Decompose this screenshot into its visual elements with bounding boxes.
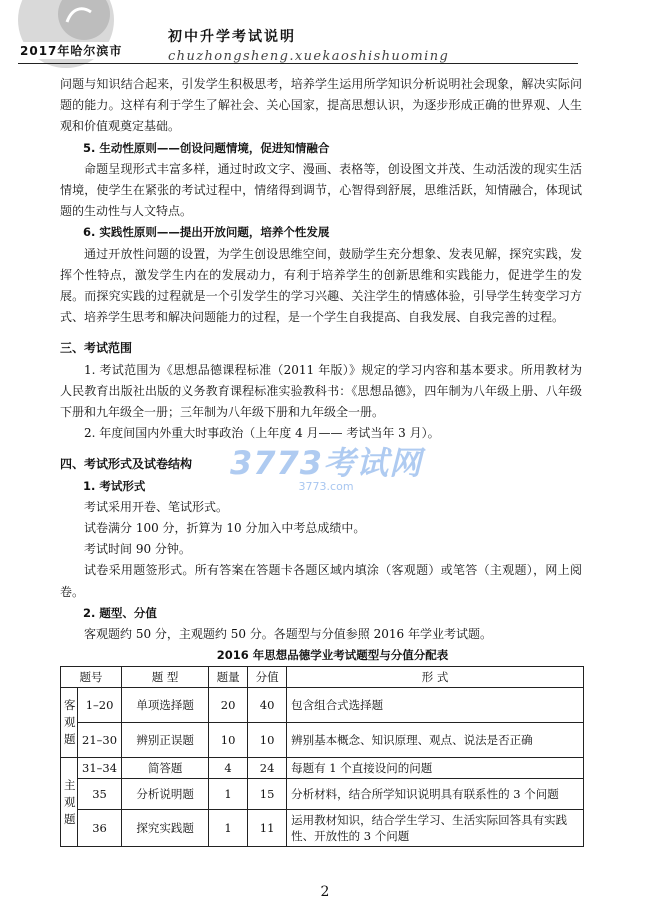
header-year-city: 2017年哈尔滨市 [20,42,126,59]
paragraph: 问题与知识结合起来，引发学生积极思考，培养学生运用所学知识分析说明社会现象，解决实际问题的能力。这样有利于学生了解社会、关心国家，提高思想认识，为逐步形成正确的世界观、人生观和价值观奠定基础。 [60,77,582,134]
header-score: 分值 [248,667,287,688]
section-3-heading: 三、考试范围 [60,341,133,356]
category-objective [61,688,78,758]
table-row [61,779,584,810]
cell-type: 辨别正误题 [122,723,209,758]
header-title: 初中升学考试说明 [168,29,296,45]
paragraph: 命题呈现形式丰富多样，通过时政文字、漫画、表格等，创设图文并茂、生动活泼的现实生活情境，使学生在紧张的考试过程中，情绪得到调节，心智得到舒展，思维活跃，知情融合，体现试题的生动性与人文特点。 [60,161,582,219]
cell-score: 11 [248,810,287,847]
section-4-sub-2: 2. 题型、分值 [83,605,157,620]
paragraph: 试卷满分 100 分，折算为 10 分加入中考总成绩中。 [84,521,366,536]
paragraph: 试卷采用题签形式。所有答案在答题卡各题区域内填涂（客观题）或笔答（主观题），网上阅卷。 [60,563,582,599]
cell-type: 分析说明题 [122,779,209,810]
cell-form: 包含组合式选择题 [287,688,584,723]
cell-form: 分析材料，结合所学知识说明具有联系性的 3 个问题 [287,779,584,810]
cell-num: 31–34 [78,758,122,779]
header-form: 形 式 [287,667,584,688]
table-title: 2016 年思想品德学业考试题型与分值分配表 [216,648,449,663]
paragraph: 考试时间 90 分钟。 [84,542,191,557]
cell-form: 每题有 1 个直接设问的问题 [287,758,584,779]
cell-num: 1–20 [78,688,122,723]
header-rule [18,63,578,64]
category-label: 主观题 [64,777,76,826]
watermark [230,438,422,493]
cell-qty: 10 [209,723,248,758]
cell-type: 单项选择题 [122,688,209,723]
paragraph: 通过开放性问题的设置，为学生创设思维空间，鼓励学生充分想象、发表见解，探究实践，发挥个性特点，激发学生内在的发展动力，有利于培养学生的创新思维和实践能力，促进学生的发展。而探究实践的过程就是一个引发学生的学习兴趣、关注学生的情感体验，引导学生转变学习方式、培养学生思考和解决问题能力的过程，是一个学生自我提高、自我发展、自我完善的过程。 [60,246,582,325]
paragraph: 客观题约 50 分，主观题约 50 分。各题型与分值参照 2016 年学业考试题。 [84,627,492,642]
cell-score: 10 [248,723,287,758]
cell-score: 24 [248,758,287,779]
header-type: 题 型 [122,667,209,688]
cell-type: 简答题 [122,758,209,779]
category-label: 客观题 [64,698,76,747]
section-4-sub-1: 1. 考试形式 [83,478,146,493]
table-header-row [61,667,584,688]
cell-qty: 20 [209,688,248,723]
score-distribution-table [60,666,584,847]
header-qty: 题量 [209,667,248,688]
cell-score: 40 [248,688,287,723]
paragraph: 2. 年度间国内外重大时事政治（上年度 4 月—— 考试当年 3 月）。 [84,426,440,441]
cell-qty: 1 [209,810,248,847]
table-row [61,723,584,758]
cell-qty: 1 [209,779,248,810]
watermark-sub: 3773.com [298,480,354,493]
cell-score: 15 [248,779,287,810]
watermark-main: 3773考试网 [230,444,423,482]
header-num: 题号 [61,667,122,688]
header-logo-mark-icon [64,4,94,26]
cell-form: 运用教材知识，结合学生学习、生活实际回答具有实践性、开放性的 3 个问题 [287,810,584,847]
cell-num: 21–30 [78,723,122,758]
cell-num: 35 [78,779,122,810]
page-number: 2 [320,884,330,900]
table-row [61,810,584,847]
cell-qty: 4 [209,758,248,779]
category-subjective [61,758,78,847]
section-6-title: 6. 实践性原则——提出开放问题，培养个性发展 [83,225,330,240]
section-4-heading: 四、考试形式及试卷结构 [60,457,193,472]
paragraph: 1. 考试范围为《思想品德课程标准（2011 年版）》规定的学习内容和基本要求。所用教材为人民教育出版社出版的义务教育课程标准实验教科书：《思想品德》，四年制为八年级上册、八年级下册和九年级全一册；三年制为八年级下册和九年级全一册。 [60,362,582,420]
table-row [61,688,584,723]
cell-form: 辨别基本概念、知识原理、观点、说法是否正确 [287,723,584,758]
paragraph: 考试采用开卷、笔试形式。 [84,499,229,514]
spacer [60,328,582,338]
section-5-title: 5. 生动性原则——创设问题情境，促进知情融合 [83,140,330,155]
cell-num: 36 [78,810,122,847]
cell-type: 探究实践题 [122,810,209,847]
header-pinyin: chuzhongsheng.xuekaoshishuoming [168,49,450,64]
table-row [61,758,584,779]
